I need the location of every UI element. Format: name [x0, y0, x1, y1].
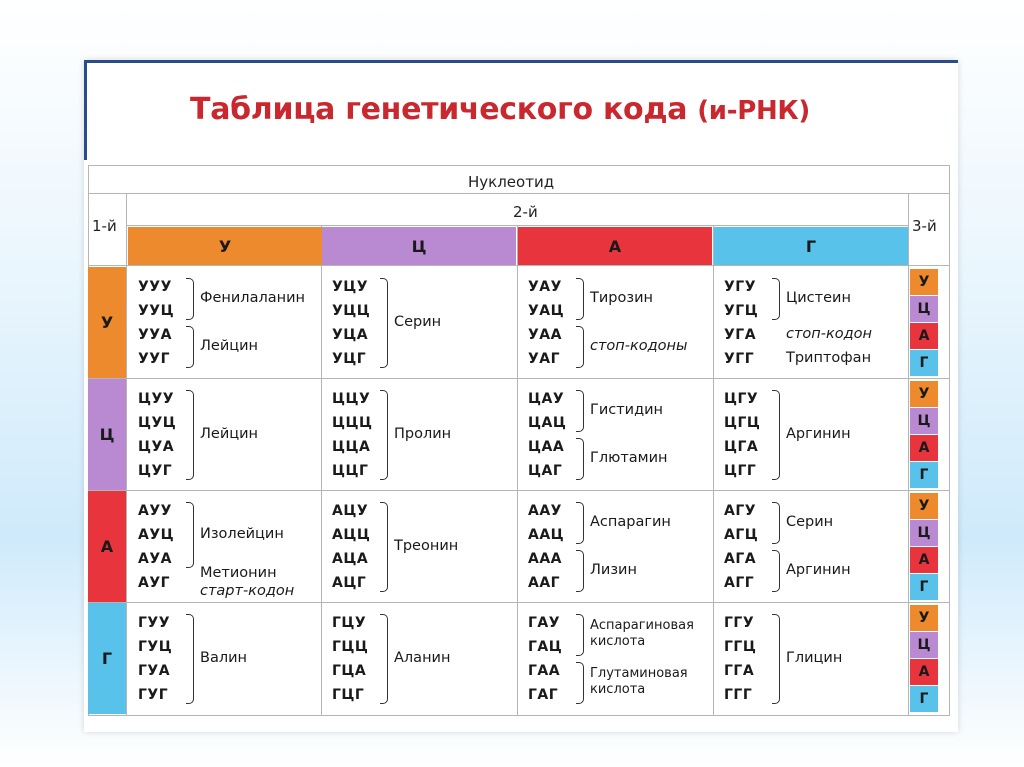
codon: УАГ [528, 351, 561, 367]
codon-list [528, 387, 580, 483]
brace [772, 550, 780, 592]
brace [772, 502, 780, 544]
brace [380, 278, 388, 368]
codon: УГУ [724, 279, 757, 295]
page-title-sub: (и-РНК) [697, 96, 810, 126]
amino-acid-label-line2: кислота [590, 682, 646, 697]
codon-cell [128, 603, 324, 716]
codon-cell [128, 379, 324, 492]
amino-acid-label: Цистеин [786, 290, 851, 306]
codon: АЦГ [332, 575, 367, 591]
codon: ЦАГ [528, 463, 563, 479]
grid-line [88, 193, 950, 194]
codon: ЦАУ [528, 391, 565, 407]
amino-acid-label: Аспарагин [590, 514, 671, 530]
brace [576, 614, 584, 656]
codon: АЦА [332, 551, 369, 567]
third-base-marker: Г [910, 462, 938, 488]
third-base-marker: У [910, 381, 938, 407]
brace [576, 662, 584, 704]
grid-line [88, 165, 950, 166]
codon: ААУ [528, 503, 562, 519]
codon: УАА [528, 327, 562, 343]
codon: УУЦ [138, 303, 175, 319]
header-nucleotide: Нуклеотид [468, 173, 555, 191]
row-header-2: Ц [88, 379, 126, 490]
codon-list [528, 499, 580, 595]
codon-list [138, 275, 190, 371]
codon: ГГЦ [724, 639, 757, 655]
codon: ААГ [528, 575, 561, 591]
codon-list [724, 611, 776, 707]
amino-acid-label: Лизин [590, 562, 637, 578]
brace [772, 278, 780, 320]
brace [576, 278, 584, 320]
amino-acid-label-line2: кислота [590, 634, 646, 649]
codon: АГГ [724, 575, 755, 591]
brace [772, 390, 780, 480]
brace [186, 502, 194, 568]
codon-cell [322, 603, 518, 716]
column-header-1: У [128, 227, 322, 265]
amino-acid-label: Серин [394, 314, 442, 330]
codon: УГГ [724, 351, 755, 367]
codon: ЦУЦ [138, 415, 177, 431]
codon: АУЦ [138, 527, 175, 543]
codon: АГА [724, 551, 757, 567]
third-base-marker: А [910, 435, 938, 461]
amino-acid-label: Аспарагиновая [590, 618, 694, 633]
codon-cell [518, 491, 714, 604]
codon: УАЦ [528, 303, 565, 319]
amino-acid-label: Серин [786, 514, 834, 530]
codon: УУУ [138, 279, 172, 295]
grid-line [949, 165, 950, 715]
amino-acid-label: Лейцин [200, 426, 259, 442]
codon: УЦА [332, 327, 369, 343]
codon: УУГ [138, 351, 171, 367]
codon: УГА [724, 327, 757, 343]
amino-acid-label: Глютамин [590, 450, 668, 466]
codon: ЦГГ [724, 463, 757, 479]
codon: АУУ [138, 503, 172, 519]
codon-list [138, 499, 190, 595]
third-base-marker: А [910, 323, 938, 349]
row-header-4: Г [88, 603, 126, 714]
column-header-4: Г [714, 227, 908, 265]
brace [186, 614, 194, 704]
third-base-marker: Ц [910, 408, 938, 434]
amino-acid-label: Тирозин [590, 290, 653, 306]
codon: ЦАЦ [528, 415, 567, 431]
amino-acid-label: Изолейцин [200, 526, 284, 542]
amino-acid-label: Валин [200, 650, 248, 666]
codon: АГЦ [724, 527, 759, 543]
codon: УЦГ [332, 351, 367, 367]
third-base-marker: Г [910, 686, 938, 712]
codon: ГУГ [138, 687, 169, 703]
codon: ЦУА [138, 439, 175, 455]
codon-cell [518, 379, 714, 492]
codon: ЦГЦ [724, 415, 761, 431]
codon-list [138, 387, 190, 483]
amino-acid-label: Треонин [394, 538, 459, 554]
codon-list [332, 499, 384, 595]
amino-acid-label: стоп-кодоны [590, 338, 688, 354]
brace [576, 326, 584, 368]
brace [772, 614, 780, 704]
third-base-marker: Г [910, 350, 938, 376]
codon-cell [322, 267, 518, 380]
codon-list [332, 611, 384, 707]
codon: ЦУГ [138, 463, 173, 479]
genetic-code-table [88, 165, 950, 720]
third-base-marker: А [910, 547, 938, 573]
codon: ГУУ [138, 615, 171, 631]
codon: ЦЦУ [332, 391, 371, 407]
brace [380, 390, 388, 480]
codon-cell [128, 491, 324, 604]
codon-cell [322, 379, 518, 492]
third-base-marker: У [910, 493, 938, 519]
codon-list [528, 611, 580, 707]
row-header-3: А [88, 491, 126, 602]
codon: ЦЦГ [332, 463, 369, 479]
codon: ГГУ [724, 615, 755, 631]
page-title: Таблица генетического кода (и-РНК) [190, 92, 810, 127]
codon: УГЦ [724, 303, 759, 319]
codon: ГАУ [528, 615, 561, 631]
codon: АУГ [138, 575, 171, 591]
codon: ГЦЦ [332, 639, 369, 655]
codon-list [138, 611, 190, 707]
header-third: 3-й [912, 217, 937, 235]
codon-cell [714, 603, 910, 716]
codon: ГЦГ [332, 687, 365, 703]
codon: УАУ [528, 279, 562, 295]
codon: УЦЦ [332, 303, 371, 319]
codon: УЦУ [332, 279, 369, 295]
codon: ГУЦ [138, 639, 173, 655]
codon-list [724, 499, 776, 595]
codon: ЦУУ [138, 391, 175, 407]
third-base-marker: Ц [910, 632, 938, 658]
brace [186, 278, 194, 320]
amino-acid-label: Лейцин [200, 338, 259, 354]
header-first: 1-й [92, 217, 117, 235]
codon-cell [714, 267, 910, 380]
third-base-marker: Ц [910, 296, 938, 322]
brace [380, 614, 388, 704]
codon: ГЦА [332, 663, 367, 679]
third-base-marker: Г [910, 574, 938, 600]
codon: ЦГА [724, 439, 759, 455]
brace [576, 550, 584, 592]
third-base-marker: У [910, 605, 938, 631]
brace [576, 390, 584, 432]
codon-list [332, 275, 384, 371]
amino-acid-label: Аргинин [786, 562, 851, 578]
codon-cell [518, 267, 714, 380]
amino-acid-label: Глицин [786, 650, 843, 666]
brace [380, 502, 388, 592]
codon: ГАЦ [528, 639, 563, 655]
amino-acid-label: Фенилаланин [200, 290, 305, 306]
codon: ГАА [528, 663, 561, 679]
codon: ААА [528, 551, 563, 567]
codon-list [528, 275, 580, 371]
column-header-2: Ц [322, 227, 516, 265]
codon: ГГГ [724, 687, 753, 703]
codon: АУА [138, 551, 172, 567]
third-base-marker: А [910, 659, 938, 685]
codon-list [332, 387, 384, 483]
codon: АГУ [724, 503, 757, 519]
codon: АЦЦ [332, 527, 371, 543]
amino-acid-label: Аланин [394, 650, 451, 666]
row-header-1: У [88, 267, 126, 378]
amino-acid-label: старт-кодон [200, 583, 295, 599]
grid-line [126, 193, 127, 715]
brace [186, 326, 194, 368]
amino-acid-label: Пролин [394, 426, 452, 442]
codon: ААЦ [528, 527, 565, 543]
codon-cell [128, 267, 324, 380]
amino-acid-label: Аргинин [786, 426, 851, 442]
amino-acid-label: Триптофан [786, 350, 872, 366]
amino-acid-label: стоп-кодон [786, 326, 873, 342]
codon-cell [518, 603, 714, 716]
amino-acid-label: Гистидин [590, 402, 664, 418]
codon-cell [714, 491, 910, 604]
codon: АЦУ [332, 503, 369, 519]
codon-list [724, 387, 776, 483]
header-second: 2-й [513, 203, 538, 221]
brace [186, 390, 194, 480]
codon: ГУА [138, 663, 171, 679]
codon: ГГА [724, 663, 755, 679]
codon-cell [322, 491, 518, 604]
third-base-marker: У [910, 269, 938, 295]
codon: ЦГУ [724, 391, 759, 407]
codon-cell [714, 379, 910, 492]
codon: ЦАА [528, 439, 565, 455]
codon: ГЦУ [332, 615, 367, 631]
codon-list [724, 275, 776, 371]
grid-line [88, 265, 950, 266]
codon: ЦЦА [332, 439, 371, 455]
codon: ГАГ [528, 687, 559, 703]
codon: ЦЦЦ [332, 415, 373, 431]
third-base-marker: Ц [910, 520, 938, 546]
brace [576, 438, 584, 480]
column-header-3: А [518, 227, 712, 265]
brace [576, 502, 584, 544]
amino-acid-label: Метионин [200, 565, 277, 581]
codon: УУА [138, 327, 172, 343]
amino-acid-label: Глутаминовая [590, 666, 688, 681]
